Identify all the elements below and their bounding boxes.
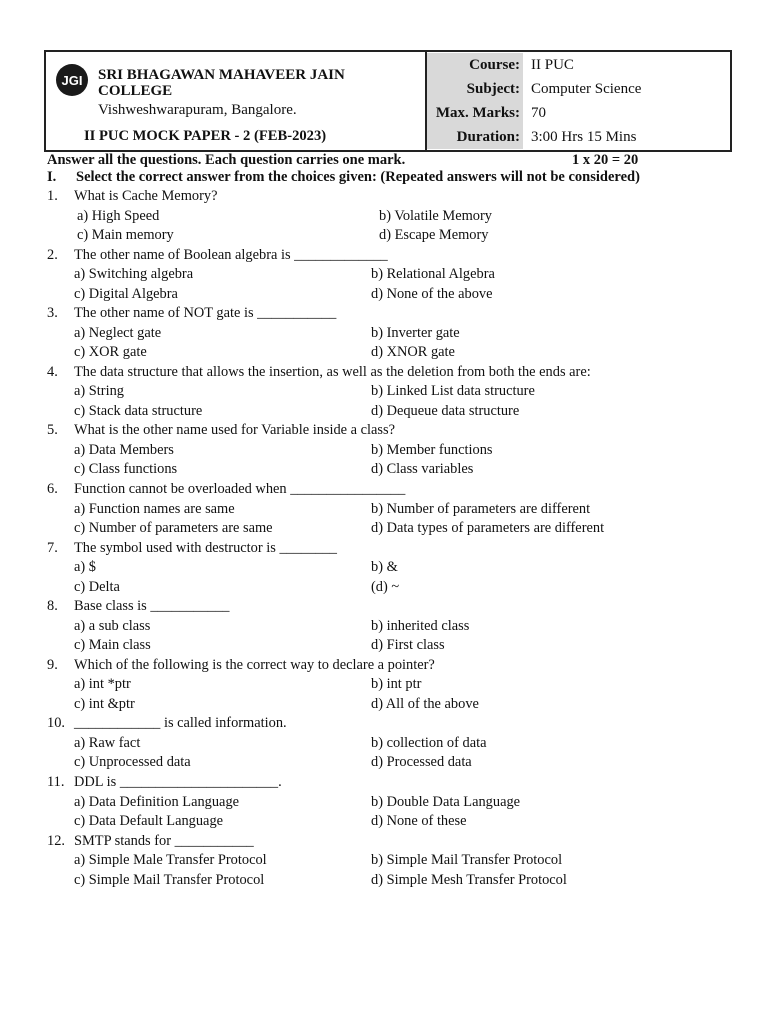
answer-option: b) & (371, 559, 398, 576)
section-title: Select the correct answer from the choices given: (Repeated answers will not be considered) (76, 169, 640, 185)
question-text: The other name of NOT gate is ___________ (74, 305, 337, 322)
question-text: DDL is ______________________. (74, 774, 282, 790)
answer-option: b) Linked List data structure (371, 383, 535, 400)
answer-option: d) All of the above (371, 695, 479, 712)
answer-option: b) collection of data (371, 734, 487, 751)
question-number: 3. (47, 305, 58, 322)
answer-option: a) Function names are same (74, 500, 235, 517)
question-number: 10. (47, 715, 65, 732)
answer-option: a) Raw fact (74, 734, 141, 751)
question-text: ____________ is called information. (74, 715, 287, 732)
meta-value: II PUC (531, 57, 574, 73)
answer-option: d) Processed data (371, 754, 472, 771)
meta-row-duration (427, 125, 730, 149)
answer-option: c) Class functions (74, 461, 178, 478)
college-name: SRI BHAGAWAN MAHAVEER JAIN COLLEGE (98, 67, 345, 99)
meta-label: Subject: (427, 77, 523, 101)
question-number: 5. (47, 422, 58, 439)
answer-option: b) Volatile Memory (379, 207, 492, 224)
answer-option: a) $ (74, 559, 96, 576)
meta-value: 70 (531, 105, 546, 121)
instructions: Answer all the questions. Each question carries one mark. (47, 152, 406, 168)
answer-option: b) Double Data Language (371, 793, 521, 810)
question-text: SMTP stands for ___________ (74, 832, 254, 849)
answer-option: a) String (74, 383, 124, 400)
answer-option: b) Simple Mail Transfer Protocol (371, 852, 563, 869)
answer-option: a) Neglect gate (74, 324, 162, 341)
answer-option: d) None of these (371, 813, 467, 829)
answer-option: c) Main memory (77, 227, 174, 243)
paper-title: II PUC MOCK PAPER - 2 (FEB-2023) (84, 128, 327, 144)
exam-header (44, 50, 732, 152)
question-text: Function cannot be overloaded when ________________ (74, 481, 406, 497)
meta-label: Duration: (427, 125, 523, 149)
section-number: I. (47, 169, 57, 185)
logo-text: JGI (61, 72, 83, 88)
question-number: 11. (47, 774, 65, 790)
answer-option: b) Number of parameters are different (371, 500, 591, 517)
question-number: 1. (47, 188, 58, 204)
answer-option: d) First class (371, 637, 445, 654)
answer-option: a) High Speed (77, 207, 160, 224)
answer-option: d) Simple Mesh Transfer Protocol (371, 871, 567, 888)
answer-option: c) Stack data structure (74, 402, 203, 419)
answer-option: a) Data Definition Language (74, 793, 240, 810)
answer-option: c) Data Default Language (74, 813, 224, 829)
answer-option: b) Inverter gate (371, 324, 460, 341)
answer-option: d) Dequeue data structure (371, 402, 520, 419)
meta-value: Computer Science (531, 81, 642, 97)
answer-option: c) int &ptr (74, 695, 135, 712)
answer-option: d) XNOR gate (371, 344, 455, 361)
question-number: 6. (47, 481, 58, 497)
answer-option: b) Relational Algebra (371, 266, 495, 283)
answer-option: b) int ptr (371, 676, 422, 693)
answer-option: c) XOR gate (74, 344, 147, 361)
question-number: 4. (47, 363, 58, 380)
answer-option: d) None of the above (371, 285, 493, 302)
meta-label: Course: (427, 53, 523, 77)
question-number: 7. (47, 539, 58, 556)
answer-option: a) a sub class (74, 617, 151, 634)
answer-option: d) Escape Memory (379, 227, 489, 243)
question-text: What is the other name used for Variable inside a class? (74, 422, 396, 439)
question-number: 8. (47, 598, 58, 615)
answer-option: a) Switching algebra (74, 266, 194, 283)
college-address: Vishweshwarapuram, Bangalore. (98, 102, 297, 118)
answer-option: c) Number of parameters are same (74, 520, 273, 536)
answer-option: a) Data Members (74, 441, 174, 458)
meta-row-course (427, 53, 730, 77)
answer-option: c) Digital Algebra (74, 285, 178, 302)
answer-option: b) inherited class (371, 617, 470, 634)
answer-option: d) Class variables (371, 461, 474, 478)
meta-value: 3:00 Hrs 15 Mins (531, 129, 637, 145)
answer-option: a) int *ptr (74, 676, 131, 693)
answer-option: c) Delta (74, 578, 120, 595)
meta-row-subject (427, 77, 730, 101)
college-block (46, 52, 427, 150)
question-text: Which of the following is the correct way to declare a pointer? (74, 656, 435, 673)
question-text: The data structure that allows the insertion, as well as the deletion from both the ends are: (74, 363, 591, 380)
college-logo (56, 64, 88, 96)
question-text: The symbol used with destructor is ________ (74, 539, 338, 556)
meta-row-max-marks (427, 101, 730, 125)
question-number: 12. (47, 832, 65, 849)
meta-label: Max. Marks: (427, 101, 523, 125)
marks-scheme: 1 x 20 = 20 (572, 152, 639, 168)
answer-option: b) Member functions (371, 441, 493, 458)
question-text: What is Cache Memory? (74, 188, 218, 204)
answer-option: c) Simple Mail Transfer Protocol (74, 871, 265, 888)
answer-option: c) Main class (74, 637, 151, 654)
question-text: Base class is ___________ (74, 598, 230, 615)
exam-meta-table (427, 52, 730, 150)
answer-option: (d) ~ (371, 578, 400, 595)
answer-option: d) Data types of parameters are different (371, 520, 605, 536)
question-text: The other name of Boolean algebra is _____________ (74, 246, 388, 263)
answer-option: a) Simple Male Transfer Protocol (74, 852, 267, 869)
question-number: 2. (47, 246, 58, 263)
answer-option: c) Unprocessed data (74, 754, 191, 771)
question-number: 9. (47, 656, 58, 673)
